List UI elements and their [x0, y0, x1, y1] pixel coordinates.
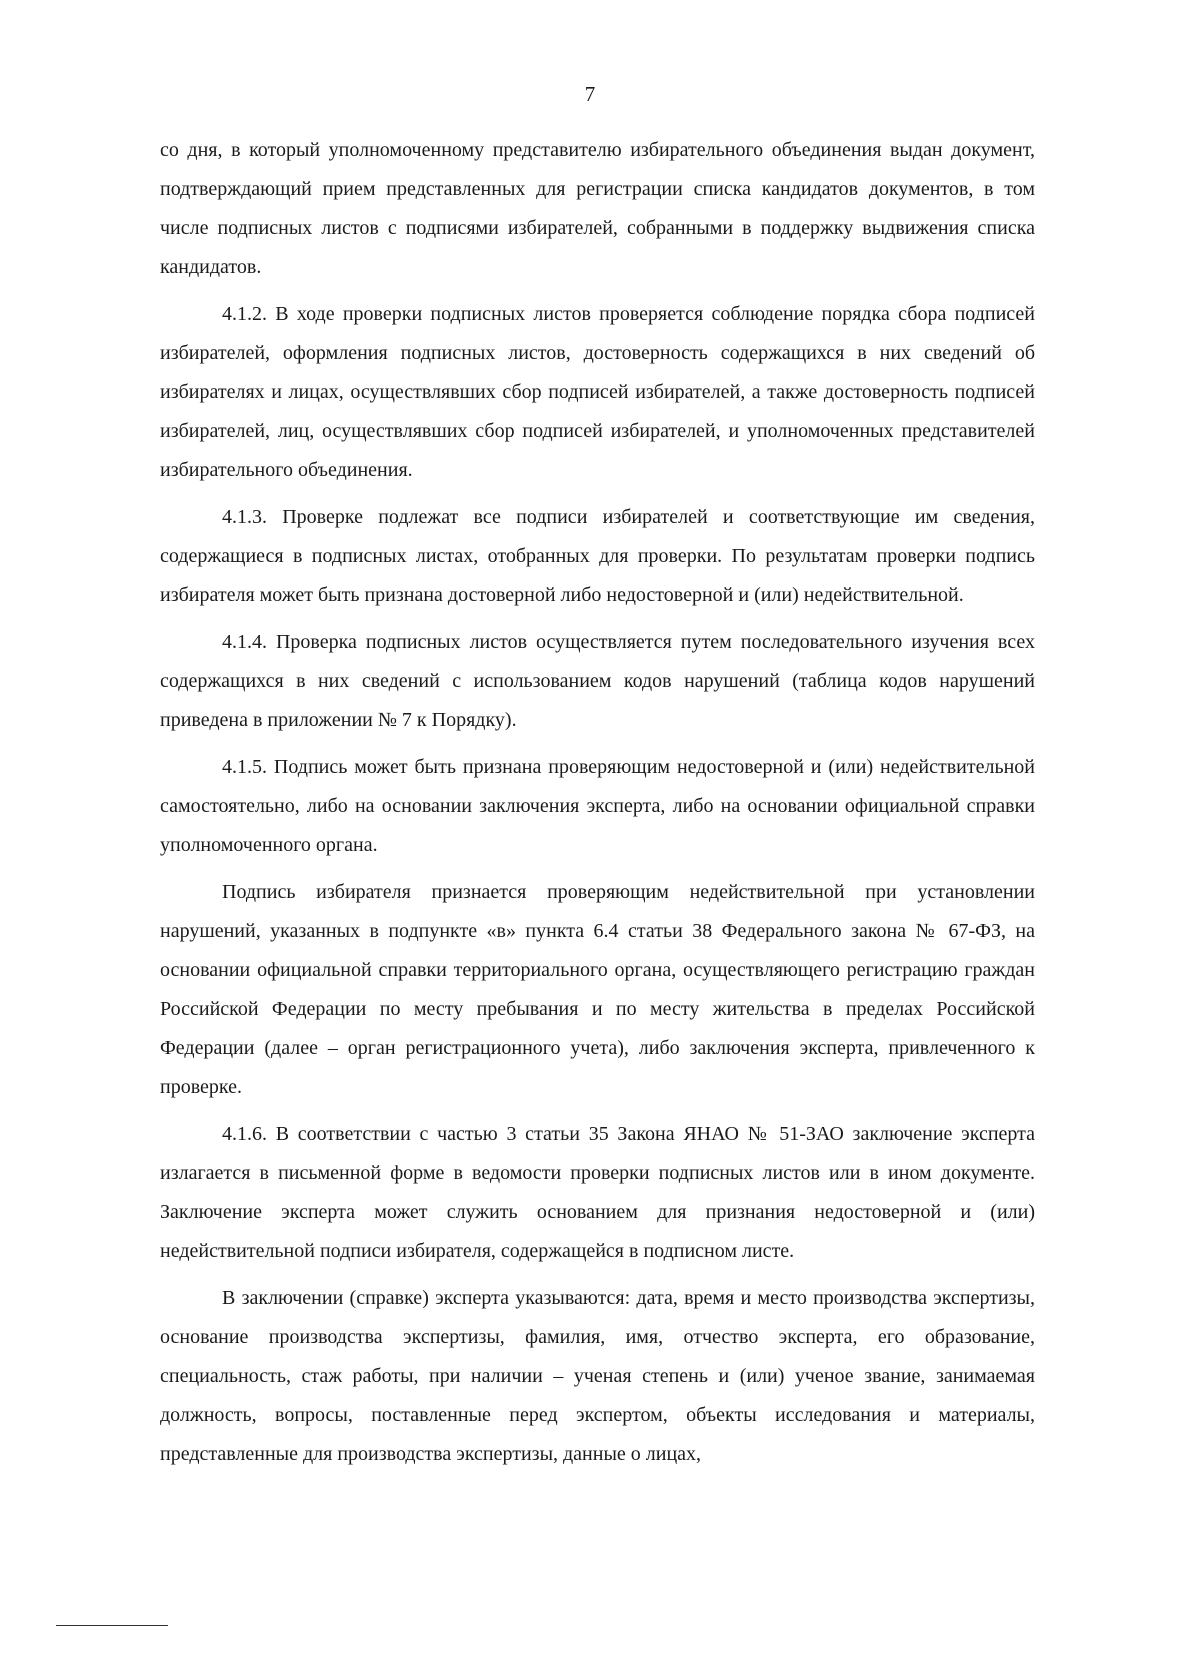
paragraph-4-1-6: 4.1.6. В соответствии с частью 3 статьи 35 Закона ЯНАО № 51-ЗАО заключение эксперта излагается в письменной форме в ведомости проверки подписных листов или в ином документе. Заключение эксперта может служить основанием для признания недостоверной и (или) недействительной подписи избирателя, содержащейся в подписном листе.	[160, 1123, 1035, 1262]
paragraph-4-1-5: 4.1.5. Подпись может быть признана проверяющим недостоверной и (или) недействительной самостоятельно, либо на основании заключения эксперта, либо на основании официальной справки уполномоченного органа.	[160, 756, 1035, 856]
page-number: 7	[584, 82, 596, 106]
document-body	[160, 131, 1035, 1482]
paragraph-continuation: со дня, в который уполномоченному представителю избирательного объединения выдан документ, подтверждающий прием представленных для регистрации списка кандидатов документов, в том числе подписных листов с подписями избирателей, собранными в поддержку выдвижения списка кандидатов.	[160, 139, 1035, 278]
paragraph-invalid-signature: Подпись избирателя признается проверяющим недействительной при установлении нарушений, указанных в подпункте «в» пункта 6.4 статьи 38 Федерального закона № 67-ФЗ, на основании официальной справки территориального органа, осуществляющего регистрацию граждан Российской Федерации по месту пребывания и по месту жительства в пределах Российской Федерации (далее – орган регистрационного учета), либо заключения эксперта, привлеченного к проверке.	[160, 881, 1035, 1098]
paragraph-4-1-4: 4.1.4. Проверка подписных листов осуществляется путем последовательного изучения всех содержащихся в них сведений с использованием кодов нарушений (таблица кодов нарушений приведена в приложении № 7 к Порядку).	[160, 631, 1035, 731]
paragraph-expert-conclusion: В заключении (справке) эксперта указываются: дата, время и место производства экспертизы, основание производства экспертизы, фамилия, имя, отчество эксперта, его образование, специальность, стаж работы, при наличии – ученая степень и (или) ученое звание, занимаемая должность, вопросы, поставленные перед экспертом, объекты исследования и материалы, представленные для производства экспертизы, данные о лицах,	[160, 1287, 1035, 1465]
paragraph-4-1-2: 4.1.2. В ходе проверки подписных листов проверяется соблюдение порядка сбора подписей избирателей, оформления подписных листов, достоверность содержащихся в них сведений об избирателях и лицах, осуществлявших сбор подписей избирателей, а также достоверность подписей избирателей, лиц, осуществлявших сбор подписей избирателей, и уполномоченных представителей избирательного объединения.	[160, 303, 1035, 481]
footnote-rule	[56, 1625, 168, 1626]
paragraph-4-1-3: 4.1.3. Проверке подлежат все подписи избирателей и соответствующие им сведения, содержащиеся в подписных листах, отобранных для проверки. По результатам проверки подпись избирателя может быть признана достоверной либо недостоверной и (или) недействительной.	[160, 506, 1035, 606]
